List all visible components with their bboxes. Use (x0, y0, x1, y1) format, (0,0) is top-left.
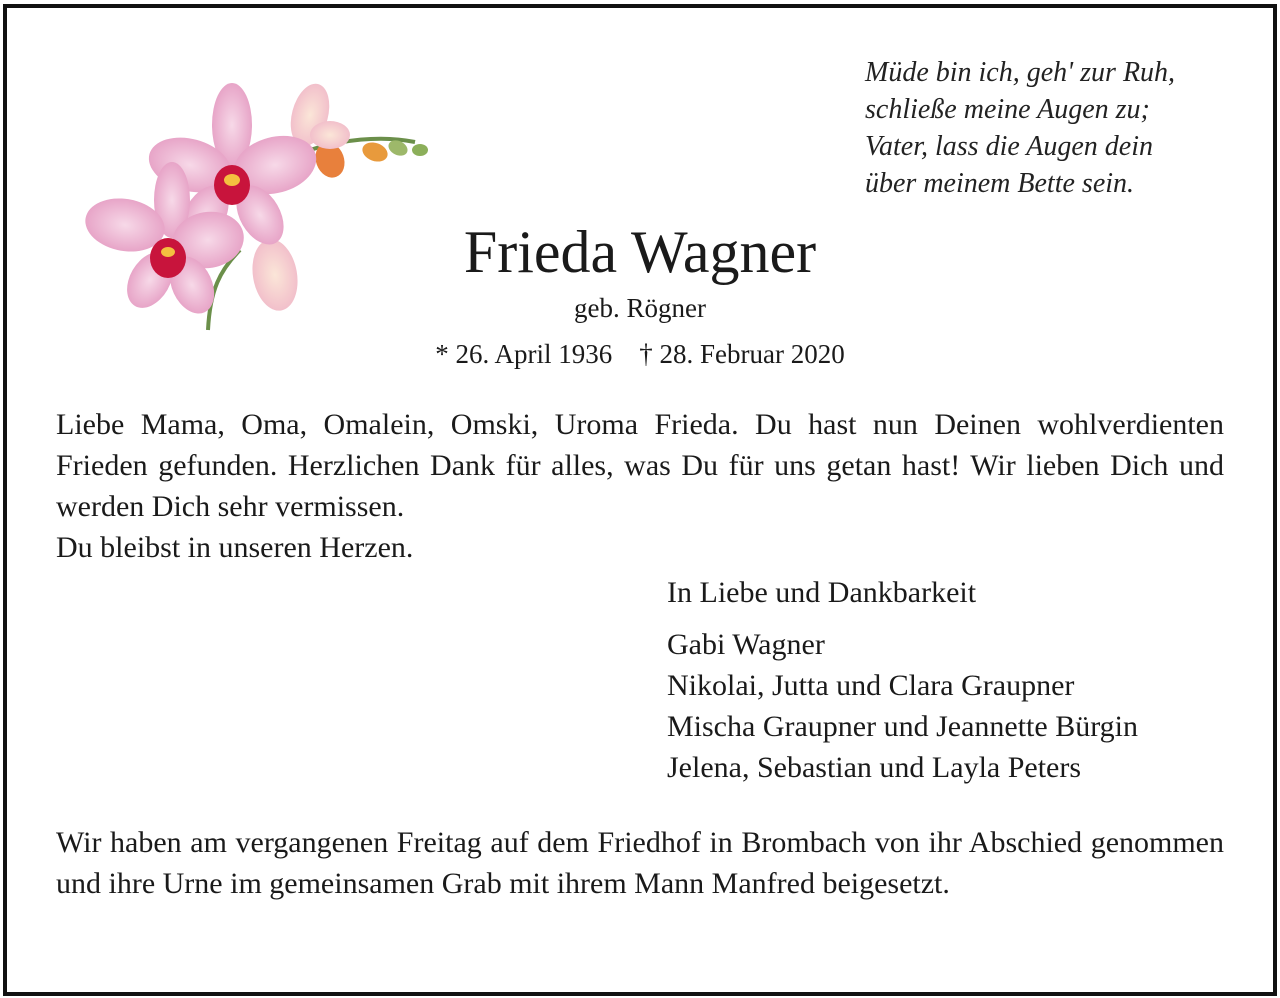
burial-notice: Wir haben am vergangenen Freitag auf dem Friedhof in Brombach von ihr Abschied genommen und ihre Urne im gemeinsamen Grab mit ihrem Mann Manfred beigesetzt. (56, 826, 1224, 900)
deceased-name: Frieda Wagner (463, 219, 817, 285)
family-member: Gabi Wagner (667, 628, 825, 661)
family-signatures (667, 624, 1138, 788)
poem-line: Vater, lass die Augen dein (865, 131, 1154, 162)
closing-phrase: In Liebe und Dankbarkeit (667, 576, 977, 609)
poem-line: über meinem Bette sein. (865, 168, 1135, 199)
poem-verse (865, 54, 1175, 202)
farewell-line: Du bleibst in unseren Herzen. (56, 531, 414, 564)
poem-line: Müde bin ich, geh' zur Ruh, (865, 57, 1176, 88)
farewell-paragraph: Liebe Mama, Oma, Omalein, Omski, Uroma Frieda. Du hast nun Deinen wohlverdienten Frieden gefunden. Herzlichen Dank für alles, was Du für uns getan hast! Wir lieben Dich und werden Dich sehr vermissen. (56, 408, 1224, 523)
poem-line: schließe meine Augen zu; (865, 94, 1150, 125)
family-member: Mischa Graupner und Jeannette Bürgin (667, 710, 1138, 743)
death-date: † 28. Februar 2020 (639, 339, 845, 369)
birth-date: * 26. April 1936 (435, 339, 613, 369)
life-dates (0, 336, 1280, 372)
family-member: Jelena, Sebastian und Layla Peters (667, 751, 1082, 784)
farewell-message (56, 404, 1224, 568)
family-member: Nikolai, Jutta und Clara Graupner (667, 669, 1075, 702)
maiden-name: geb. Rögner (574, 293, 706, 323)
